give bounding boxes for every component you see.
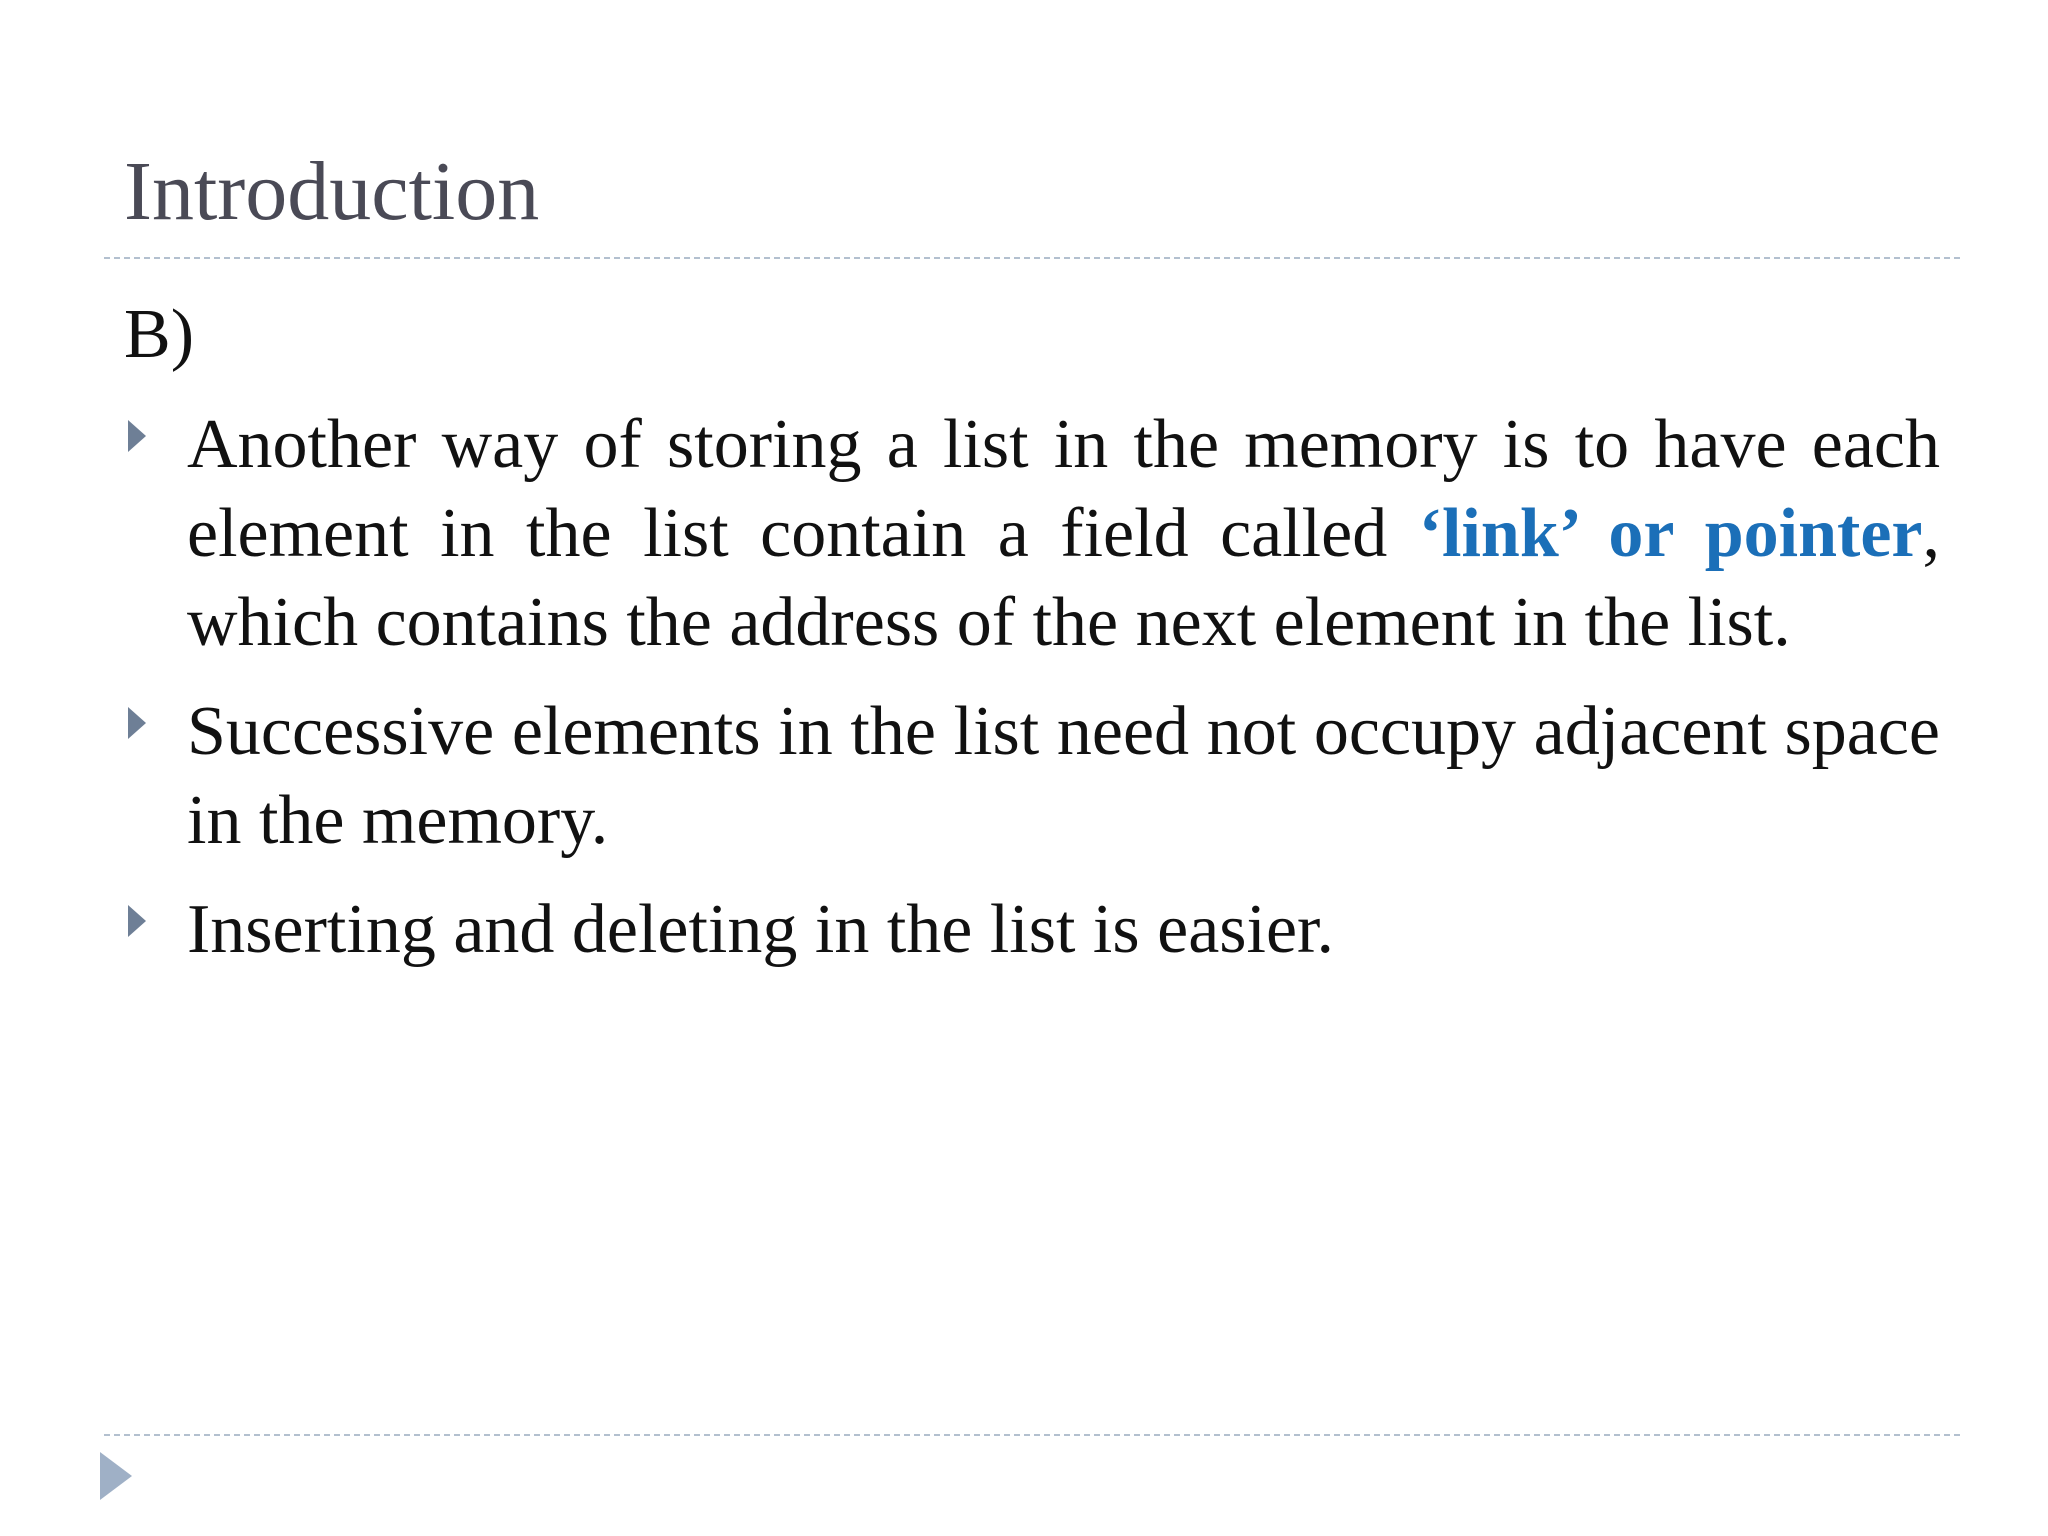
bullet-text-part: Another way of storing a list in the memory is to have each element in the list contain a field called — [187, 406, 1940, 572]
title-divider — [104, 257, 1960, 259]
triangle-bullet-icon — [128, 905, 146, 937]
bullet-text: Successive elements in the list need not occupy adjacent space in the memory. — [187, 693, 1940, 859]
section-label: B) — [124, 296, 194, 373]
bullet-item — [124, 885, 1940, 974]
triangle-bullet-icon — [128, 707, 146, 739]
bullet-text: Inserting and deleting in the list is easier. — [187, 891, 1334, 968]
bullet-text-part: , which contains the address of the next element in the list. — [187, 495, 1940, 661]
bullet-item — [124, 400, 1940, 667]
bullet-list — [124, 400, 1940, 994]
next-slide-triangle-icon[interactable] — [100, 1452, 132, 1500]
bullet-item — [124, 687, 1940, 865]
footer-divider — [104, 1434, 1960, 1436]
highlighted-term: ‘link’ or pointer — [1418, 495, 1923, 572]
triangle-bullet-icon — [128, 420, 146, 452]
slide-title: Introduction — [124, 145, 540, 238]
